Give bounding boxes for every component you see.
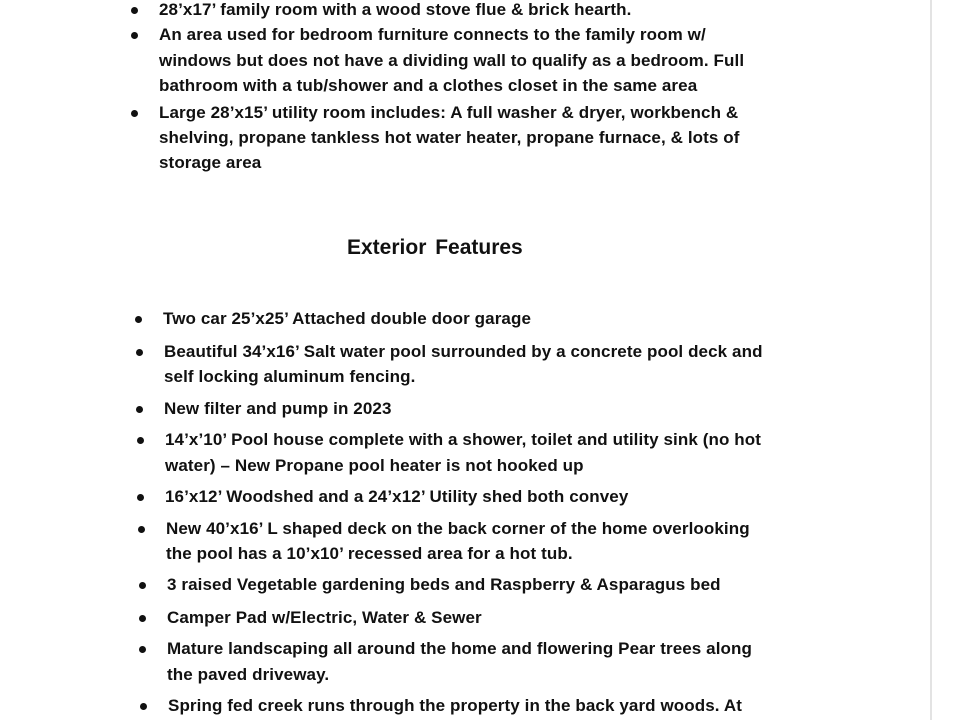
list-item-text: Large 28’x15’ utility room includes: A full washer & dryer, workbench &	[159, 103, 739, 122]
bullet-icon	[131, 7, 138, 14]
list-item-text: Spring fed creek runs through the property in the back yard woods. At	[168, 696, 742, 715]
bullet-icon	[140, 703, 147, 710]
list-item-text: bathroom with a tub/shower and a clothes closet in the same area	[159, 76, 698, 95]
list-item-text: water) – New Propane pool heater is not hooked up	[165, 456, 584, 475]
list-item-text: 3 raised Vegetable gardening beds and Raspberry & Asparagus bed	[167, 575, 721, 594]
bullet-icon	[139, 582, 146, 589]
list-item-text: An area used for bedroom furniture connects to the family room w/	[159, 25, 706, 44]
bullet-icon	[131, 110, 138, 117]
list-item-text: Two car 25’x25’ Attached double door garage	[163, 309, 532, 328]
list-item-text: New filter and pump in 2023	[164, 399, 392, 418]
list-item-text: 16’x12’ Woodshed and a 24’x12’ Utility shed both convey	[165, 487, 629, 506]
list-item-text: New 40’x16’ L shaped deck on the back corner of the home overlooking	[166, 519, 750, 538]
list-item-text: self locking aluminum fencing.	[164, 367, 416, 386]
bullet-icon	[136, 349, 143, 356]
bullet-icon	[138, 526, 145, 533]
bullet-icon	[139, 615, 146, 622]
list-item-text: storage area	[159, 153, 262, 172]
list-item-text: Mature landscaping all around the home and flowering Pear trees along	[167, 639, 753, 658]
bullet-icon	[139, 646, 146, 653]
list-item-text: 14’x’10’ Pool house complete with a shower, toilet and utility sink (no hot	[165, 430, 761, 449]
list-item-text: windows but does not have a dividing wall to qualify as a bedroom. Full	[159, 51, 745, 70]
bullet-icon	[131, 32, 138, 39]
list-item-text: shelving, propane tankless hot water heater, propane furnace, & lots of	[159, 128, 740, 147]
bullet-icon	[137, 437, 144, 444]
bullet-icon	[136, 406, 143, 413]
list-item-text: the pool has a 10’x10’ recessed area for a hot tub.	[166, 544, 573, 563]
bullet-icon	[137, 494, 144, 501]
page-edge-shadow	[930, 0, 932, 720]
list-item-text: Beautiful 34’x16’ Salt water pool surrounded by a concrete pool deck and	[164, 342, 763, 361]
bullet-icon	[135, 316, 142, 323]
section-heading: Exterior Features	[347, 236, 523, 259]
list-item-text: the paved driveway.	[167, 665, 330, 684]
list-item-text: Camper Pad w/Electric, Water & Sewer	[167, 608, 482, 627]
list-item-text: 28’x17’ family room with a wood stove flue & brick hearth.	[159, 0, 632, 19]
